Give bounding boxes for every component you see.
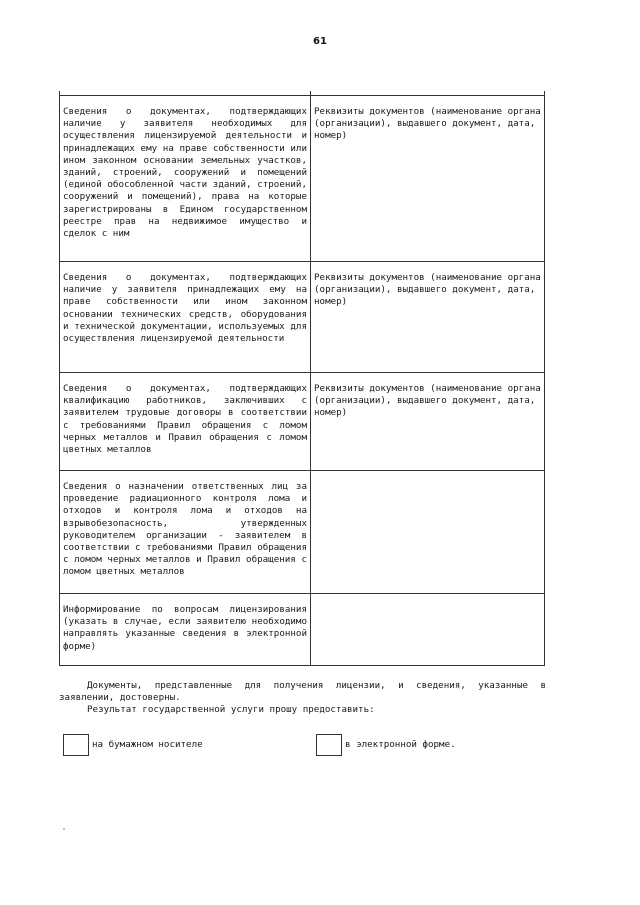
paper-option-label: на бумажном носителе xyxy=(92,739,203,750)
result-request: Результат государственной услуги прошу предоставить: xyxy=(87,704,375,715)
table-row xyxy=(60,373,545,471)
electronic-option-label: в электронной форме. xyxy=(345,739,456,750)
table-row xyxy=(60,96,545,262)
application-info-table xyxy=(59,91,545,666)
scan-speck xyxy=(63,828,65,830)
row-label-staff-qualification: Сведения о документах, подтверждающих квалификацию работников, заключивших с заявителем трудовые договоры в соответствии с требованиями Правил обращения с ломом черных металлов и Правил обращения с ломом цветных металлов xyxy=(60,373,311,471)
row-value-technical-means: Реквизиты документов (наименование органа (организации), выдавшего документ, дата, номер) xyxy=(311,262,545,373)
row-value-responsible-persons xyxy=(311,471,545,594)
option-electronic[interactable] xyxy=(316,734,456,756)
row-label-land-buildings: Сведения о документах, подтверждающих наличие у заявителя необходимых для осуществления лицензируемой деятельности и принадлежащих ему на праве собственности или ином законном основании земельных участков, зданий, строений, сооружений и помещений (единой обособленной части зданий, строений, сооружений и помещений), права на которые зарегистрированы в Едином государственном реестре прав на недвижимое имущество и сделок с ним xyxy=(60,96,311,262)
table-row xyxy=(60,471,545,594)
row-value-land-buildings: Реквизиты документов (наименование органа (организации), выдавшего документ, дата, номер) xyxy=(311,96,545,262)
electronic-checkbox[interactable] xyxy=(316,734,342,756)
option-paper[interactable] xyxy=(63,734,203,756)
table-row xyxy=(60,262,545,373)
row-label-responsible-persons: Сведения о назначении ответственных лиц за проведение радиационного контроля лома и отходов и контроля лома и отходов на взрывобезопасность, утвержденных руководителем организации - заявителем в соответствии с требованиями Правил обращения с ломом черных металлов и Правил обращения с ломом цветных металлов xyxy=(60,471,311,594)
page-number: 61 xyxy=(313,36,327,47)
row-value-informing xyxy=(311,594,545,666)
consent-statement: Документы, представленные для получения лицензии, и сведения, указанные в заявлении, достоверны. xyxy=(59,680,546,704)
row-value-staff-qualification: Реквизиты документов (наименование органа (организации), выдавшего документ, дата, номер) xyxy=(311,373,545,471)
paper-checkbox[interactable] xyxy=(63,734,89,756)
row-label-technical-means: Сведения о документах, подтверждающих наличие у заявителя принадлежащих ему на праве собственности или ином законном основании технических средств, оборудования и технической документации, используемых для осуществления лицензируемой деятельности xyxy=(60,262,311,373)
row-label-informing: Информирование по вопросам лицензирования (указать в случае, если заявителю необходимо направлять указанные сведения в электронной форме) xyxy=(60,594,311,666)
table-row xyxy=(60,594,545,666)
